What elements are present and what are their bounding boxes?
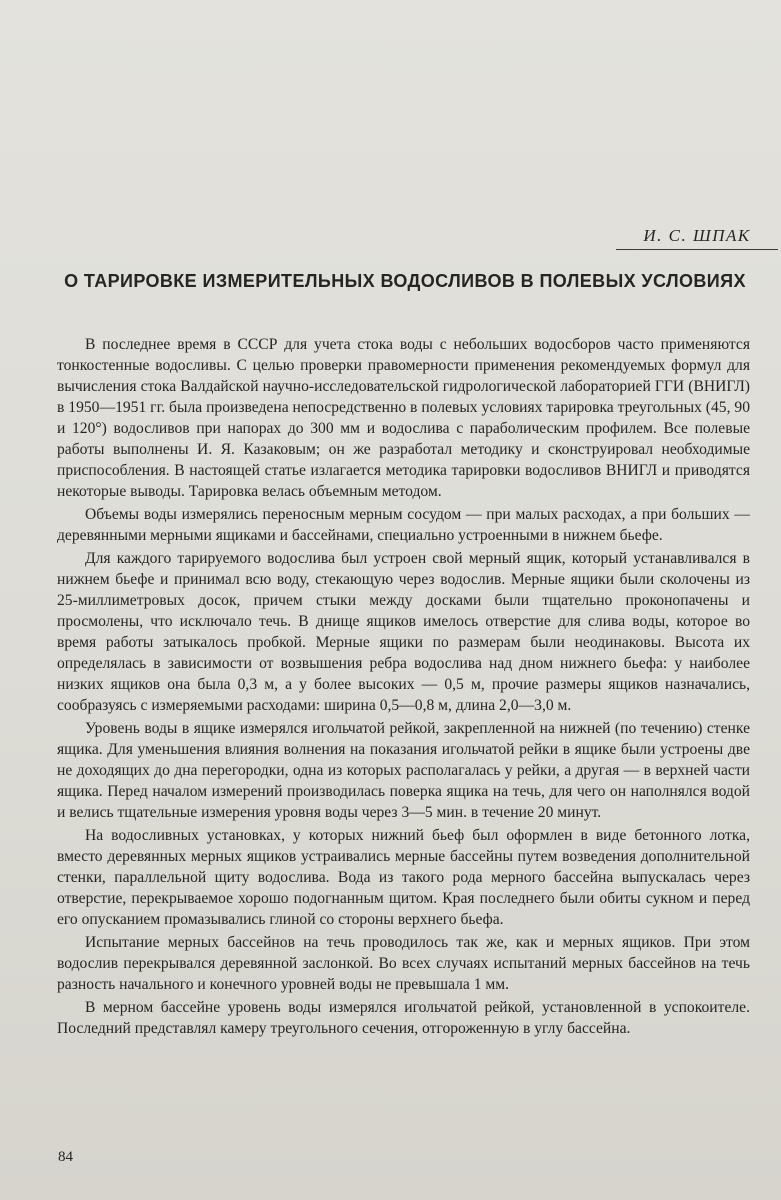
- paragraph: Уровень воды в ящике измерялся игольчатой рейкой, закрепленной на нижней (по течению) стенке ящика. Для уменьшения влияния волнения на показания игольчатой рейки в ящике были устроены две не доходящих до дна перегородки, одна из которых располагалась у рейки, а другая — в верхней части ящика. Перед началом измерений производилась поверка ящика на течь, для чего он наполнялся водой и велись тщательные измерения уровня воды через 3—5 мин. в течение 20 минут.: [57, 720, 750, 821]
- paragraph: В последнее время в СССР для учета стока воды с небольших водосборов часто применяются тонкостенные водосливы. С целью проверки правомерности применения рекомендуемых формул для вычисления стока Валдайской научно-исследовательской гидрологической лабораторией ГГИ (ВНИГЛ) в 1950—1951 гг. была произведена непосредственно в полевых условиях тарировка треугольных (45, 90 и 120°) водосливов при напорах до 300 мм и водослива с параболическим профилем. Все полевые работы выполнены И. Я. Казаковым; он же разработал методику и сконструировал необходимые приспособления. В настоящей статье излагается методика тарировки водосливов ВНИГЛ и приводятся некоторые выводы. Тарировка велась объемным методом.: [57, 336, 750, 500]
- paragraph: Испытание мерных бассейнов на течь проводилось так же, как и мерных ящиков. При этом водослив перекрывался деревянной заслонкой. Во всех случаях испытаний мерных бассейнов на течь разность начального и конечного уровней воды не превышала 1 мм.: [57, 934, 750, 993]
- paragraph: В мерном бассейне уровень воды измерялся игольчатой рейкой, установленной в успокоителе. Последний представлял камеру треугольного сечения, отгороженную в углу бассейна.: [57, 999, 750, 1037]
- author-name: И. С. ШПАК: [616, 224, 778, 250]
- page-number: 84: [58, 1149, 73, 1165]
- article-title: О ТАРИРОВКЕ ИЗМЕРИТЕЛЬНЫХ ВОДОСЛИВОВ В ПОЛЕВЫХ УСЛОВИЯХ: [64, 271, 746, 291]
- paragraph: Объемы воды измерялись переносным мерным сосудом — при малых расходах, а при больших — деревянными мерными ящиками и бассейнами, специально устроенными в нижнем бьефе.: [57, 506, 750, 544]
- paragraph: На водосливных установках, у которых нижний бьеф был оформлен в виде бетонного лотка, вместо деревянных мерных ящиков устраивались мерные бассейны путем возведения дополнительной стенки, параллельной щиту водослива. Вода из такого рода мерного бассейна выпускалась через отверстие, перекрываемое хорошо подогнанным щитом. Края последнего были обиты сукном и перед его опусканием промазывались глиной со стороны верхнего бьефа.: [57, 827, 750, 928]
- paragraph: Для каждого тарируемого водослива был устроен свой мерный ящик, который устанавливался в нижнем бьефе и принимал всю воду, стекающую через водослив. Мерные ящики были сколочены из 25-миллиметровых досок, причем стыки между досками были тщательно проконопачены и просмолены, что исключало течь. В днище ящиков имелось отверстие для слива воды, которое во время работы затыкалось пробкой. Мерные ящики по размерам были неодинаковы. Высота их определялась в зависимости от возвышения ребра водослива над дном нижнего бьефа: у наиболее низких ящиков она была 0,3 м, а у более высоких — 0,5 м, прочие размеры ящиков назначались, сообразуясь с измеряемыми расходами: ширина 0,5—0,8 м, длина 2,0—3,0 м.: [57, 550, 750, 714]
- article-body: [57, 334, 750, 1041]
